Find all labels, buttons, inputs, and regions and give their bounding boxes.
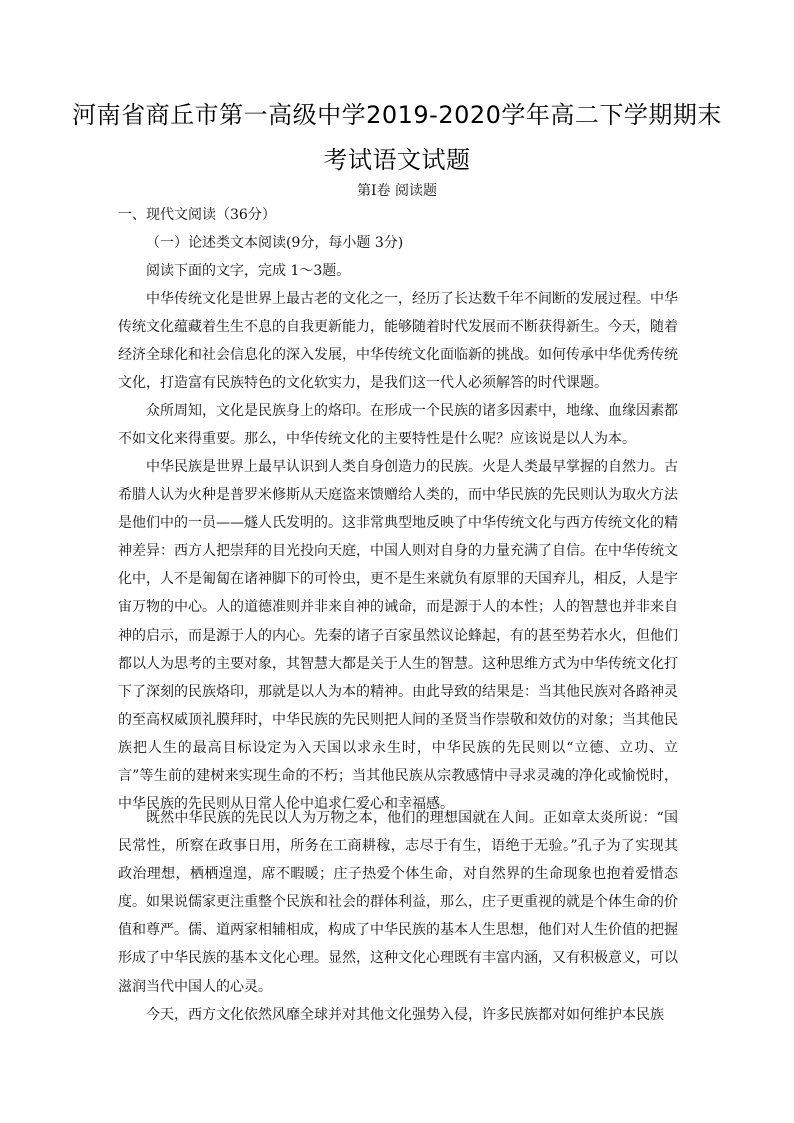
section-heading: 一、现代文阅读（36分） <box>118 207 276 223</box>
paragraph-5: 今天，西方文化依然风靡全球并对其他文化强势入侵，许多民族都对如何维护本民族 <box>146 1007 664 1023</box>
subsection-heading: （一）论述类文本阅读(9分，每小题 3分) <box>146 235 404 251</box>
paragraph-3: 中华民族是世界上最早认识到人类自身创造力的民族。火是人类最早掌握的自然力。古希腊人认为火种是普罗米修斯从天庭盗来馈赠给人类的，而中华民族的先民则认为取火方法是他们中的一员——燧人氏发明的。这非常典型地反映了中华传统文化与西方传统文化的精神差异：西方人把崇拜的目光投向天庭，中国人则对自身的力量充满了自信。在中华传统文化中，人不是匍匐在诸神脚下的可怜虫，更不是生来就负有原罪的天国弃儿，相反，人是宇宙万物的中心。人的道德准则并非来自神的诫命，而是源于人的本性；人的智慧也并非来自神的启示，而是源于人的内心。先秦的诸子百家虽然议论蜂起，有的甚至势若水火，但他们都以人为思考的主要对象，其智慧大都是关于人生的智慧。这种思维方式为中华传统文化打下了深刻的民族烙印，那就是以人为本的精神。由此导致的结果是：当其他民族对各路神灵的至高权威顶礼膜拜时，中华民族的先民则把人间的圣贤当作崇敬和效仿的对象；当其他民族把人生的最高目标设定为入天国以求永生时，中华民族的先民则以“立德、立功、立言”等生前的建树来实现生命的不朽；当其他民族从宗教感情中寻求灵魂的净化或愉悦时，中华民族的先民则从日常人伦中追求仁爱心和幸福感。 <box>118 459 678 813</box>
paragraph-2: 众所周知，文化是民族身上的烙印。在形成一个民族的诸多因素中，地缘、血缘因素都不如文化来得重要。那么，中华传统文化的主要特性是什么呢？应该说是以人为本。 <box>118 403 678 448</box>
paragraph-1: 中华传统文化是世界上最古老的文化之一，经历了长达数千年不间断的发展过程。中华传统文化蕴藏着生生不息的自我更新能力，能够随着时代发展而不断获得新生。今天，随着经济全球化和社会信息化的深入发展，中华传统文化面临新的挑战。如何传承中华优秀传统文化，打造富有民族特色的文化软实力，是我们这一代人必须解答的时代课题。 <box>118 291 678 392</box>
reading-instruction: 阅读下面的文字，完成 1～3题。 <box>146 263 351 279</box>
document-title-line1: 河南省商丘市第一高级中学2019-2020学年高二下学期期末 <box>72 101 722 129</box>
paragraph-4: 既然中华民族的先民以人为万物之本，他们的理想国就在人间。正如章太炎所说：“国民常性，所察在政事日用，所务在工商耕稼，志尽于有生，语绝于无验。”孔子为了实现其政治理想，栖栖遑遑，席不暇暖；庄子热爱个体生命，对自然界的生命现象也抱着爱惜态度。如果说儒家更注重整个民族和社会的群体利益，那么，庄子更重视的就是个体生命的价值和尊严。儒、道两家相辅相成，构成了中华民族的基本人生思想，他们对人生价值的把握形成了中华民族的基本文化心理。显然，这种文化心理既有丰富内涵，又有积极意义，可以滋润当代中国人的心灵。 <box>118 810 678 995</box>
document-title-line2: 考试语文试题 <box>323 146 471 174</box>
volume-subtitle: 第Ⅰ卷 阅读题 <box>357 183 437 199</box>
